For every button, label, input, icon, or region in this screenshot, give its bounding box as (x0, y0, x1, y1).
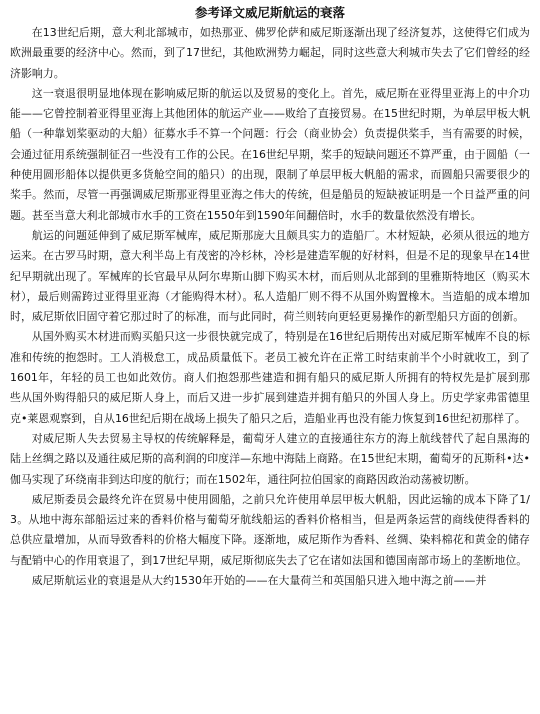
paragraph-6: 威尼斯委员会最终允许在贸易中使用圆船，之前只允许使用单层甲板大帆船，因此运输的成本下降了1/3。从地中海东部船运过来的香料价格与葡萄牙航线船运的香料价格相当，但是两条运营的商线使得香料的总供应量增加，从而导致香料的价格大幅度下降。逐渐地，威尼斯作为香料、丝绸、染料棉花和黄金的储存与配销中心的作用衰退了，到17世纪早期，威尼斯彻底失去了它在诸如法国和德国南部市场上的垄断地位。 (10, 492, 530, 567)
paragraph-2: 这一衰退很明显地体现在影响威尼斯的航运以及贸易的变化上。首先，威尼斯在亚得里亚海上的中介功能——它曾控制着亚得里亚海上其他团体的航运产业——败给了直接贸易。在15世纪时期，为单层甲板大帆船（一种靠划桨驱动的大船）征募水手不算一个问题：行会（商业协会）负责提供桨手，当有需要的时候，会通过征用系统强制征召一些没有工作的公民。在16世纪早期，桨手的短缺问题还不算严重，由于圆船（一种使用圆形船体以提供更多货舱空间的船只）的出现，限制了单层甲板大帆船的需求，而圆船只需要很少的桨手。然而，尽管一再强调威尼斯那亚得里亚海之伟大的传统，但是船员的短缺被证明是一个日益严重的问题。甚至当意大利北部城市水手的工资在1550年到1590年间翻倍时，水手的数量依然没有增长。 (10, 86, 530, 222)
paragraph-7: 威尼斯航运业的衰退是从大约1530年开始的——在大量荷兰和英国船只进入地中海之前——并 (31, 574, 487, 588)
paragraph-5: 对威尼斯人失去贸易主导权的传统解释是，葡萄牙人建立的直接通往东方的海上航线替代了起自黑海的陆上丝绸之路以及通往威尼斯的高利润的印度洋—东地中海陆上商路。在15世纪末期，葡萄牙的瓦斯科•达•伽马实现了环绕南非到达印度的航行；而在1502年，通往阿拉伯国家的商路因政治动荡被切断。 (10, 431, 530, 486)
document-title: 参考译文威尼斯航运的衰落 (194, 5, 345, 20)
paragraph-1: 在13世纪后期，意大利北部城市，如热那亚、佛罗伦萨和威尼斯逐渐出现了经济复苏，这使得它们成为欧洲最重要的经济中心。然而，到了17世纪，其他欧洲势力崛起，同时这些意大利城市失去了它们曾经的经济影响力。 (10, 26, 530, 80)
paragraph-4: 从国外购买木材进而购买船只这一步很快就完成了，特别是在16世纪后期传出对威尼斯军械库不良的标准和传统的抱怨时。工人消极怠工，成品质量低下。老员工被允许在正常工时结束前半个小时就收工，到了1601年，年轻的员工也如此效仿。商人们抱怨那些建造和拥有船只的威尼斯人所拥有的特权先是扩展到那些从国外购得船只的威尼斯人身上，而后又进一步扩展到建造并拥有船只的外国人身上。历史学家弗雷德里克•莱恩观察到，自从16世纪后期在战场上损失了船只之后，造船业再也没有能力恢复到16世纪初那样了。 (10, 330, 530, 425)
paragraph-3: 航运的问题延伸到了威尼斯军械库，威尼斯那庞大且颇具实力的造船厂。木材短缺，必须从很远的地方运来。在古罗马时期，意大利半岛上有茂密的冷杉林，冷杉是建造军舰的好材料，但是不足的现象早在14世纪早期就出现了。军械库的长官最早从阿尔卑斯山脚下购买木材，而后则从北部到的里雅斯特地区（购买木材），最后则需跨过亚得里亚海（才能购得木材）。私人造船厂则不得不从国外购置橡木。当造船的成本增加时，威尼斯依旧固守着它那过时了的标准，而与此同时，荷兰则转向更轻更易操作的新型船只方面的创新。 (10, 228, 530, 324)
